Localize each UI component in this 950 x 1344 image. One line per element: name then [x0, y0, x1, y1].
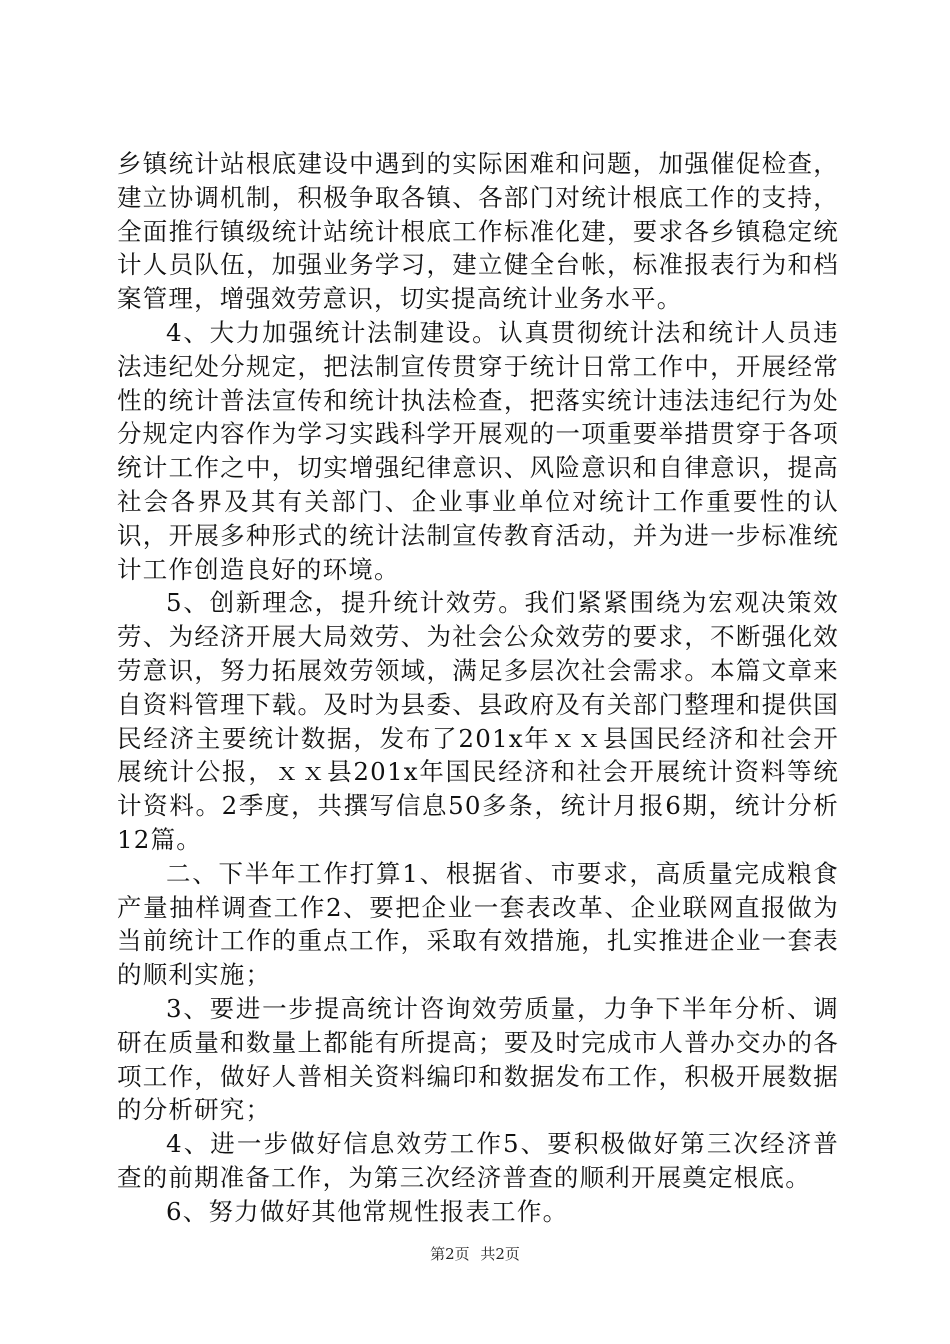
paragraph-2: 4、大力加强统计法制建设。认真贯彻统计法和统计人员违法违纪处分规定，把法制宣传贯穿于统计日常工作中，开展经常性的统计普法宣传和统计执法检查，把落实统计违法违纪行为处分规定内容作为学习实践科学开展观的一项重要举措贯穿于各项统计工作之中，切实增强纪律意识、风险意识和自律意识，提高社会各界及其有关部门、企业事业单位对统计工作重要性的认识，开展多种形式的统计法制宣传教育活动，并为进一步标准统计工作创造良好的环境。: [117, 317, 839, 584]
page-number: 第2页: [430, 1245, 470, 1263]
page-total: 共2页: [480, 1245, 520, 1263]
paragraph-5: 3、要进一步提高统计咨询效劳质量，力争下半年分析、调研在质量和数量上都能有所提高；要及时完成市人普办交办的各项工作，做好人普相关资料编印和数据发布工作，积极开展数据的分析研究；: [117, 993, 839, 1125]
paragraph-4: 二、下半年工作打算1、根据省、市要求，高质量完成粮食产量抽样调查工作2、要把企业一套表改革、企业联网直报做为当前统计工作的重点工作，采取有效措施，扎实推进企业一套表的顺利实施；: [117, 858, 839, 990]
paragraph-1: 乡镇统计站根底建设中遇到的实际困难和问题，加强催促检查，建立协调机制，积极争取各镇、各部门对统计根底工作的支持，全面推行镇级统计站统计根底工作标准化建，要求各乡镇稳定统计人员队伍，加强业务学习，建立健全台帐，标准报表行为和档案管理，增强效劳意识，切实提高统计业务水平。: [117, 149, 839, 314]
paragraph-7: 6、努力做好其他常规性报表工作。: [166, 1196, 569, 1226]
document-body: [117, 147, 839, 1229]
page-footer: [0, 1244, 950, 1264]
paragraph-6: 4、进一步做好信息效劳工作5、要积极做好第三次经济普查的前期准备工作，为第三次经济普查的顺利开展奠定根底。: [117, 1129, 839, 1192]
paragraph-3: 5、创新理念，提升统计效劳。我们紧紧围绕为宏观决策效劳、为经济开展大局效劳、为社会公众效劳的要求，不断强化效劳意识，努力拓展效劳领域，满足多层次社会需求。本篇文章来自资料管理下载。及时为县委、县政府及有关部门整理和提供国民经济主要统计数据，发布了201x年ｘｘ县国民经济和社会开展统计公报，ｘｘ县201x年国民经济和社会开展统计资料等统计资料。2季度，共撰写信息50多条，统计月报6期，统计分析12篇。: [117, 588, 839, 854]
